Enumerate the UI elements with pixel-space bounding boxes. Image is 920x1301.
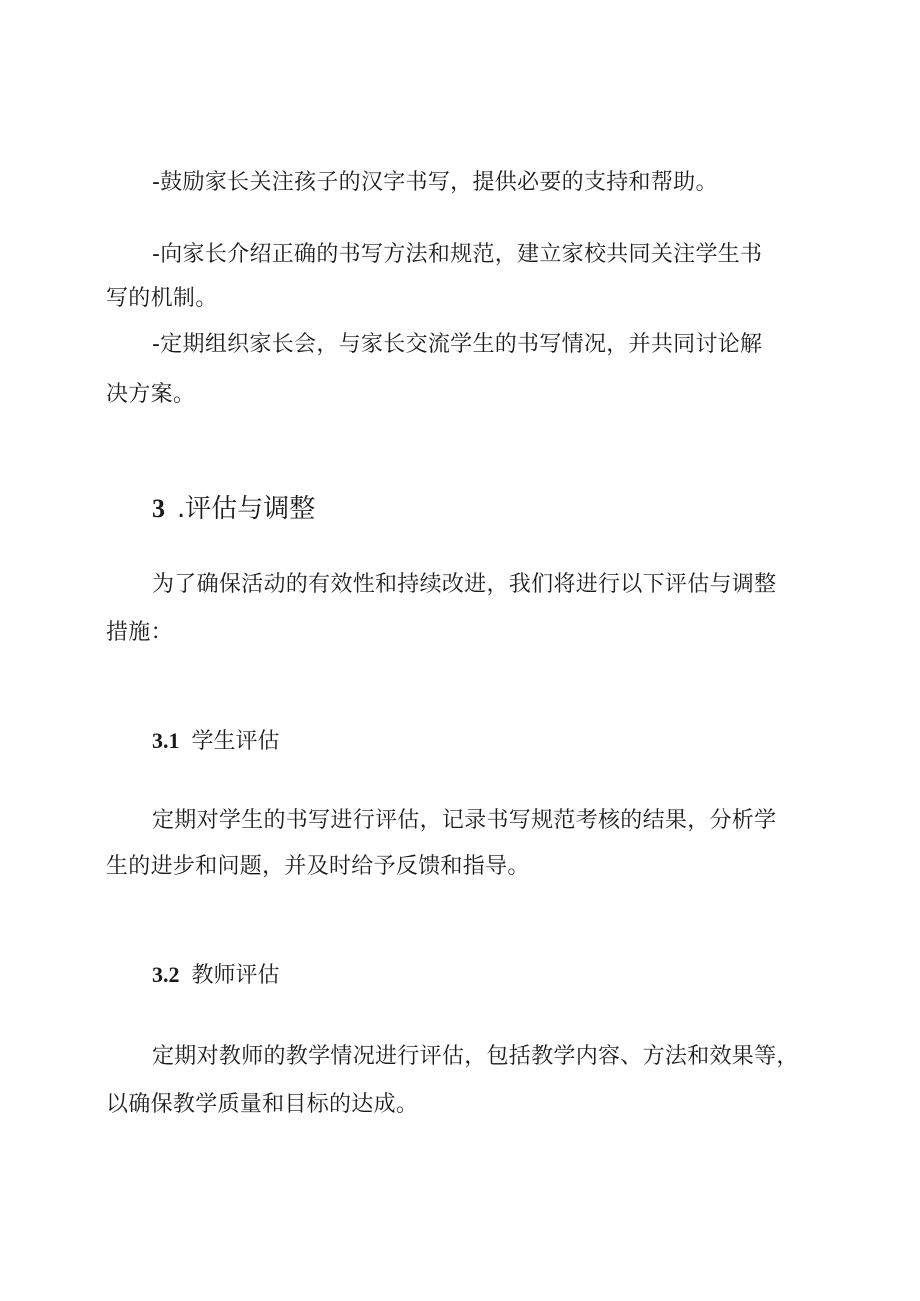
subsection-3-1-number: 3.1	[152, 728, 180, 753]
subsection-3-1-title: 学生评估	[191, 729, 280, 754]
subsection-3-2-body-line-1: 定期对教师的教学情况进行评估，包括教学内容、方法和效果等，	[152, 1044, 799, 1069]
bullet-3-line-2: 决方案。	[106, 382, 196, 407]
section-3-number: 3	[152, 494, 165, 523]
section-3-heading	[152, 492, 315, 526]
subsection-3-1-body-line-1: 定期对学生的书写进行评估，记录书写规范考核的结果，分析学	[152, 808, 777, 833]
subsection-3-1-heading	[152, 726, 280, 757]
subsection-3-2-body-line-2: 以确保教学质量和目标的达成。	[106, 1092, 419, 1117]
bullet-2-line-1: -向家长介绍正确的书写方法和规范，建立家校共同关注学生书	[152, 242, 763, 267]
subsection-3-2-heading	[152, 960, 280, 991]
subsection-3-1-body-line-2: 生的进步和问题，并及时给予反馈和指导。	[106, 854, 530, 879]
subsection-3-2-title: 教师评估	[191, 963, 280, 988]
section-3-title: .评估与调整	[177, 494, 316, 524]
bullet-1-line-1: -鼓励家长关注孩子的汉字书写，提供必要的支持和帮助。	[152, 170, 718, 195]
section-3-intro-line-1: 为了确保活动的有效性和持续改进，我们将进行以下评估与调整	[152, 572, 777, 597]
section-3-intro-line-2: 措施：	[106, 620, 173, 645]
bullet-3-line-1: -定期组织家长会，与家长交流学生的书写情况，并共同讨论解	[152, 332, 763, 357]
bullet-2-line-2: 写的机制。	[106, 286, 218, 311]
subsection-3-2-number: 3.2	[152, 962, 180, 987]
